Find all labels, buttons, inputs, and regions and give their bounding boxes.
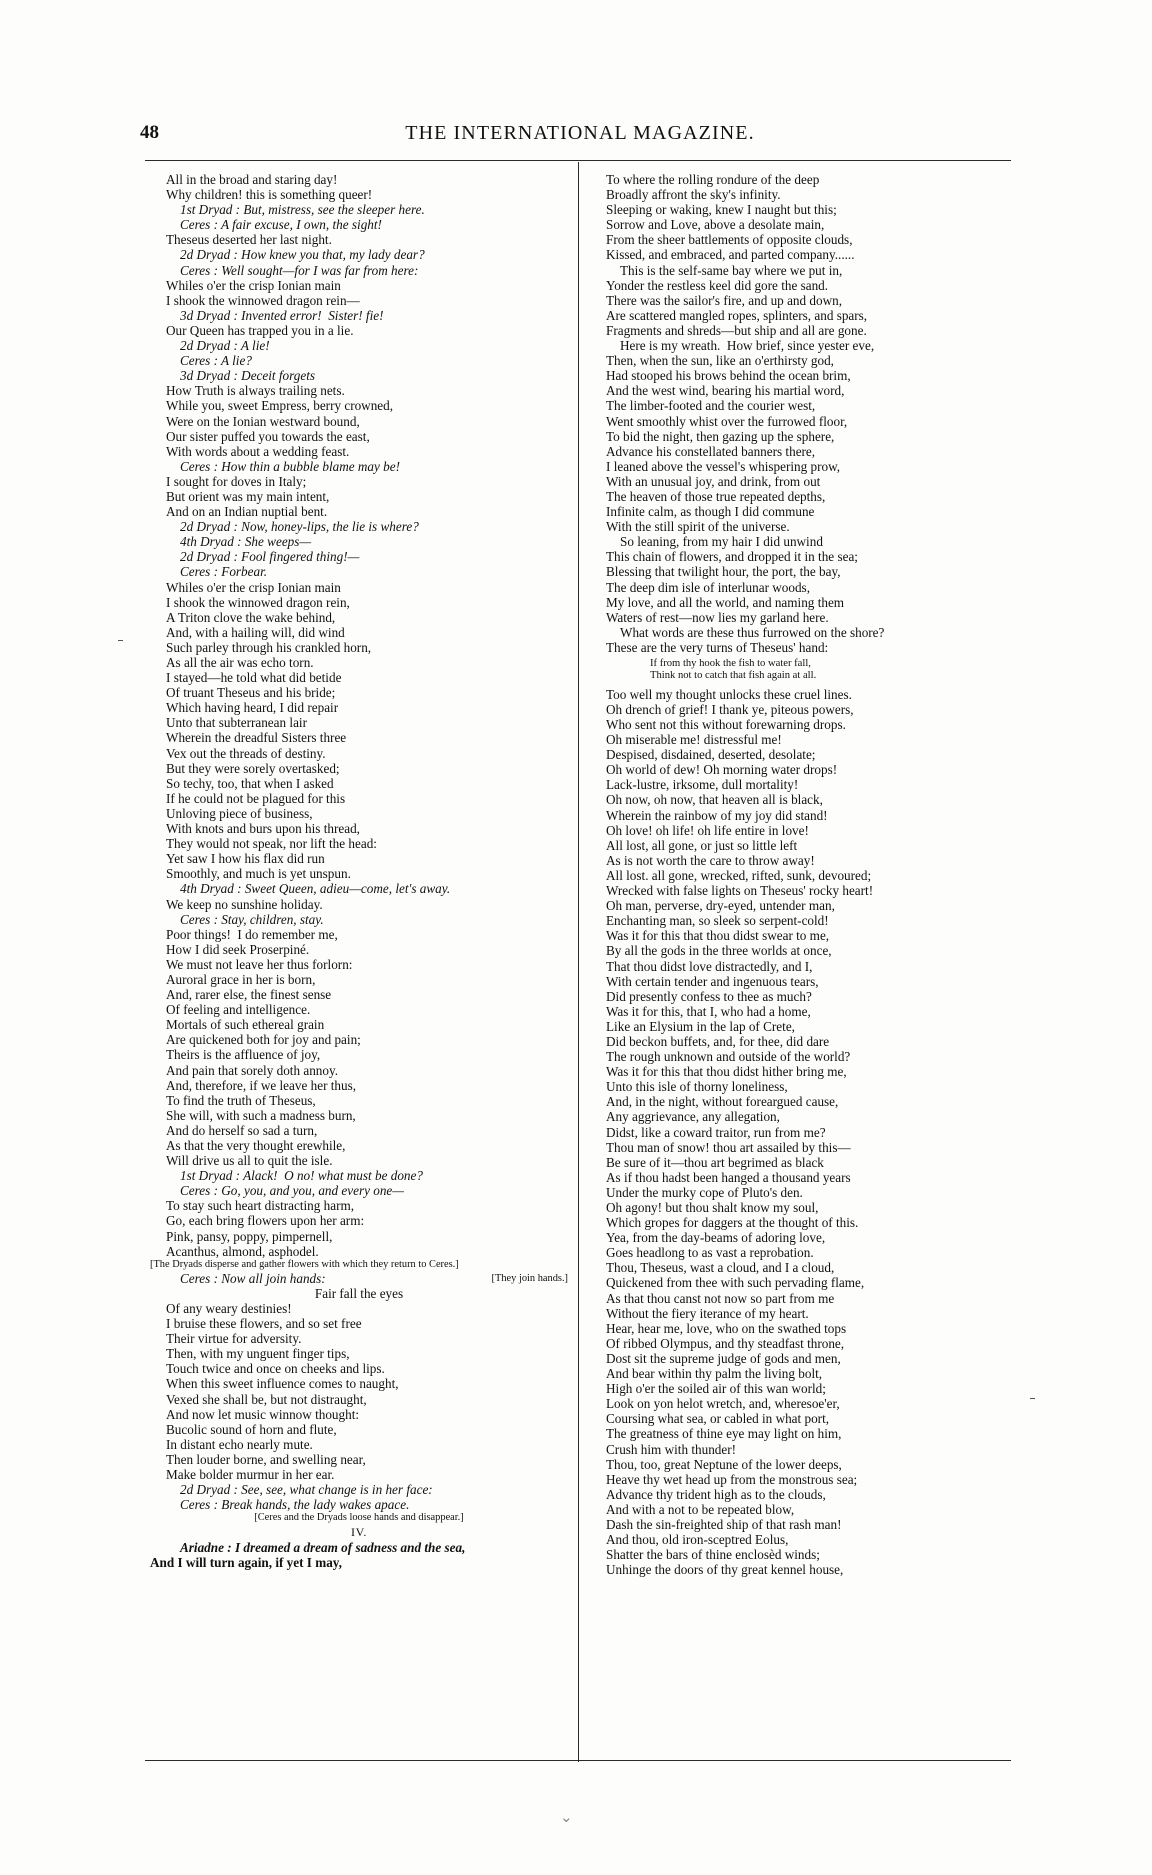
verse-line: Advance thy trident high as to the clouds, bbox=[606, 1486, 826, 1502]
verse-line: Yonder the restless keel did gore the sand. bbox=[606, 277, 829, 293]
verse-line: I leaned above the vessel's whispering prow, bbox=[606, 458, 841, 474]
verse-line: We must not leave her thus forlorn: bbox=[166, 956, 353, 972]
verse-line: Who sent not this without forewarning drops. bbox=[606, 717, 846, 732]
join-hands-line bbox=[150, 1271, 568, 1286]
verse-line: Unto this isle of thorny loneliness, bbox=[606, 1079, 788, 1095]
verse-line: Dost sit the supreme judge of gods and men, bbox=[606, 1350, 841, 1366]
left-column bbox=[150, 172, 568, 1571]
verse-line: And on an Indian nuptial bent. bbox=[166, 504, 328, 520]
verse-line: Oh miserable me! distressful me! bbox=[606, 732, 782, 748]
verse-line: Wherein the rainbow of my joy did stand! bbox=[606, 807, 828, 823]
verse-line: Whiles o'er the crisp Ionian main bbox=[166, 579, 341, 595]
verse-line: Went smoothly whist over the furrowed floor, bbox=[606, 413, 848, 429]
verse-line: We keep no sunshine holiday. bbox=[166, 896, 323, 912]
verse-line: Oh world of dew! Oh morning water drops! bbox=[606, 762, 838, 778]
verse-line: While you, sweet Empress, berry crowned, bbox=[166, 398, 394, 414]
verse-line: And do herself so sad a turn, bbox=[166, 1122, 318, 1138]
verse-line: That thou didst love distractedly, and I, bbox=[606, 958, 813, 974]
verse-line: Ceres : Go, you, and you, and every one— bbox=[180, 1183, 405, 1199]
verse-line: All in the broad and staring day! bbox=[166, 172, 338, 187]
verse-line: Blessing that twilight hour, the port, the bay, bbox=[606, 564, 841, 580]
verse-line: Make bolder murmur in her ear. bbox=[166, 1466, 335, 1482]
verse-line: Thou, Theseus, wast a cloud, and I a cloud, bbox=[606, 1260, 835, 1276]
verse-line: This is the self-same bay where we put in, bbox=[620, 262, 843, 278]
verse-line: Despised, disdained, deserted, desolate; bbox=[606, 747, 816, 763]
verse-line: And, with a hailing will, did wind bbox=[166, 624, 345, 640]
verse-line: And thou, old iron-sceptred Eolus, bbox=[606, 1532, 789, 1548]
verse-line: Infinite calm, as though I did commune bbox=[606, 504, 815, 520]
verse-line: 2d Dryad : Fool fingered thing!— bbox=[180, 549, 360, 565]
verse-line: When this sweet influence comes to naught, bbox=[166, 1376, 399, 1392]
verse-line: Will drive us all to quit the isle. bbox=[166, 1153, 333, 1169]
verse-line: The limber-footed and the courier west, bbox=[606, 398, 816, 414]
verse-line: With the still spirit of the universe. bbox=[606, 519, 790, 535]
verse-line: 1st Dryad : But, mistress, see the sleeper here. bbox=[180, 202, 425, 218]
verse-line: Lack-lustre, irksome, dull mortality! bbox=[606, 777, 799, 793]
verse-line: Oh drench of grief! I thank ye, piteous powers, bbox=[606, 701, 854, 717]
verse-line: Sorrow and Love, above a desolate main, bbox=[606, 217, 825, 233]
verse-line: The heaven of those true repeated depths, bbox=[606, 488, 826, 504]
verse-line: Ceres : A lie? bbox=[180, 353, 252, 369]
verse-line: Such parley through his crankled horn, bbox=[166, 639, 372, 655]
verse-line: These are the very turns of Theseus' hand: bbox=[606, 639, 829, 655]
verse-block-right-2 bbox=[590, 687, 1008, 1578]
verse-line: With words about a wedding feast. bbox=[166, 443, 350, 459]
verse-line: Ceres : How thin a bubble blame may be! bbox=[180, 458, 400, 474]
verse-line: A Triton clove the wake behind, bbox=[166, 609, 336, 625]
verse-line: To where the rolling rondure of the deep bbox=[606, 172, 820, 187]
running-title: THE INTERNATIONAL MAGAZINE. bbox=[405, 122, 755, 144]
verse-line: Mortals of such ethereal grain bbox=[166, 1017, 325, 1033]
verse-line: Go, each bring flowers upon her arm: bbox=[166, 1213, 365, 1229]
verse-line: Without the fiery iterance of my heart. bbox=[606, 1305, 809, 1321]
verse-line: As that the very thought erewhile, bbox=[166, 1138, 346, 1153]
verse-line: Quickened from thee with such pervading flame, bbox=[606, 1275, 865, 1291]
verse-line: 2d Dryad : A lie! bbox=[180, 338, 270, 354]
verse-line: Ceres : A fair excuse, I own, the sight! bbox=[180, 217, 382, 233]
verse-line: They would not speak, nor lift the head: bbox=[166, 836, 377, 852]
verse-line: 4th Dryad : She weeps— bbox=[180, 534, 312, 550]
verse-line: With certain tender and ingenuous tears, bbox=[606, 973, 819, 989]
verse-line: Sleeping or waking, knew I naught but this; bbox=[606, 202, 837, 218]
verse-line: Yea, from the day-beams of adoring love, bbox=[606, 1230, 826, 1246]
verse-line: Oh now, oh now, that heaven all is black, bbox=[606, 792, 823, 808]
verse-line: High o'er the soiled air of this wan world; bbox=[606, 1381, 826, 1397]
verse-line: Was it for this that thou didst hither bring me, bbox=[606, 1064, 847, 1080]
verse-line: Vex out the threads of destiny. bbox=[166, 745, 326, 761]
margin-tick-right bbox=[1030, 1398, 1035, 1399]
verse-line: There was the sailor's fire, and up and down, bbox=[606, 292, 843, 308]
verse-line: And with a not to be repeated blow, bbox=[606, 1501, 795, 1517]
verse-line: Look on yon helot wretch, and, wheresoe'er, bbox=[606, 1396, 840, 1412]
verse-line: The greatness of thine eye may light on him, bbox=[606, 1426, 842, 1442]
verse-line: Coursing what sea, or cabled in what port, bbox=[606, 1411, 830, 1427]
stage-direction-join-hands: [They join hands.] bbox=[491, 1272, 568, 1284]
verse-line: Smoothly, and much is yet unspun. bbox=[166, 866, 351, 882]
verse-line: Dash the sin-freighted ship of that rash man! bbox=[606, 1516, 842, 1532]
verse-line: Enchanting man, so sleek so serpent-cold! bbox=[606, 913, 829, 929]
verse-line: Oh man, perverse, dry-eyed, untender man, bbox=[606, 898, 835, 914]
verse-line: Then, when the sun, like an o'erthirsty god, bbox=[606, 353, 834, 369]
verse-line: And pain that sorely doth annoy. bbox=[166, 1062, 339, 1078]
verse-line: As is not worth the care to throw away! bbox=[606, 852, 815, 868]
verse-line: All lost, all gone, or just so little left bbox=[606, 837, 798, 853]
verse-line: As if thou hadst been hanged a thousand years bbox=[606, 1169, 851, 1185]
verse-line: Auroral grace in her is born, bbox=[166, 971, 316, 987]
verse-line: Are scattered mangled ropes, splinters, and spars, bbox=[606, 307, 868, 323]
quatrain-line: If from thy hook the fish to water fall, bbox=[650, 658, 811, 669]
verse-line: Ariadne : I dreamed a dream of sadness and the sea, bbox=[180, 1540, 466, 1556]
verse-line: Kissed, and embraced, and parted company...... bbox=[606, 247, 855, 263]
verse-line: In distant echo nearly mute. bbox=[166, 1436, 313, 1452]
verse-line: So leaning, from my hair I did unwind bbox=[620, 534, 823, 550]
verse-line: But orient was my main intent, bbox=[166, 488, 330, 504]
verse-line: Touch twice and once on cheeks and lips. bbox=[166, 1361, 385, 1377]
verse-line: With knots and burs upon his thread, bbox=[166, 821, 360, 837]
verse-line: Ceres : Break hands, the lady wakes apace. bbox=[180, 1497, 410, 1513]
verse-line: Unto that subterranean lair bbox=[166, 715, 307, 731]
scene-number: IV. bbox=[351, 1525, 367, 1540]
verse-line: Thou man of snow! thou art assailed by this— bbox=[606, 1139, 851, 1155]
verse-line: Were on the Ionian westward bound, bbox=[166, 413, 360, 429]
verse-line: This chain of flowers, and dropped it in the sea; bbox=[606, 549, 858, 565]
verse-line: With an unusual joy, and drink, from out bbox=[606, 473, 821, 489]
verse-line: Are quickened both for joy and pain; bbox=[166, 1032, 361, 1048]
verse-line: Hear, hear me, love, who on the swathed tops bbox=[606, 1320, 847, 1336]
verse-line: 3d Dryad : Invented error! Sister! fie! bbox=[180, 307, 384, 323]
verse-line: Fragments and shreds—but ship and all are gone. bbox=[606, 322, 867, 338]
verse-line: Wrecked with false lights on Theseus' rocky heart! bbox=[606, 883, 874, 899]
verse-line: Unhinge the doors of thy great kennel house, bbox=[606, 1562, 844, 1578]
verse-line: As that thou canst not now so part from me bbox=[606, 1290, 835, 1306]
verse-line: Here is my wreath. How brief, since yester eve, bbox=[620, 338, 875, 354]
verse-line: So techy, too, that when I asked bbox=[166, 775, 334, 791]
verse-line: 2d Dryad : See, see, what change is in her face: bbox=[180, 1482, 433, 1498]
verse-line: By all the gods in the three worlds at once, bbox=[606, 943, 832, 959]
verse-line: Under the murky cope of Pluto's den. bbox=[606, 1184, 803, 1200]
verse-line: What words are these thus furrowed on the shore? bbox=[620, 624, 885, 640]
verse-line: Fair fall the eyes bbox=[314, 1285, 404, 1301]
right-column bbox=[590, 172, 1008, 1577]
verse-line: To stay such heart distracting harm, bbox=[166, 1198, 355, 1214]
verse-line: And, in the night, without foreargued cause, bbox=[606, 1094, 839, 1110]
verse-line: Our Queen has trapped you in a lie. bbox=[166, 322, 354, 338]
verse-line: And I will turn again, if yet I may, bbox=[150, 1555, 342, 1571]
margin-tick-left bbox=[118, 640, 123, 641]
verse-line: Acanthus, almond, asphodel. bbox=[166, 1243, 319, 1259]
verse-block-right-1 bbox=[590, 172, 1008, 655]
verse-line: And, therefore, if we leave her thus, bbox=[166, 1077, 357, 1093]
verse-line: The rough unknown and outside of the world? bbox=[606, 1049, 851, 1065]
verse-line: Ceres : Forbear. bbox=[180, 564, 268, 580]
verse-line: Thou, too, great Neptune of the lower deeps, bbox=[606, 1456, 842, 1472]
verse-line: Too well my thought unlocks these cruel lines. bbox=[606, 686, 852, 702]
verse-line: Had stooped his brows behind the ocean brim, bbox=[606, 368, 851, 384]
verse-line: Crush him with thunder! bbox=[606, 1441, 737, 1457]
verse-line: Shatter the bars of thine enclosèd winds; bbox=[606, 1547, 820, 1563]
verse-line: And bear within thy palm the living bolt, bbox=[606, 1366, 823, 1382]
verse-line: Their virtue for adversity. bbox=[166, 1331, 302, 1347]
verse-line: But they were sorely overtasked; bbox=[166, 760, 340, 776]
verse-line: Ceres : Well sought—for I was far from here: bbox=[180, 262, 419, 278]
verse-line: She will, with such a madness burn, bbox=[166, 1107, 356, 1123]
verse-line: Theseus deserted her last night. bbox=[166, 232, 332, 248]
verse-line: Vexed she shall be, but not distraught, bbox=[166, 1391, 367, 1407]
verse-line: Then, with my unguent finger tips, bbox=[166, 1346, 350, 1362]
verse-line: I shook the winnowed dragon rein, bbox=[166, 594, 350, 610]
verse-line: Poor things! I do remember me, bbox=[166, 926, 338, 942]
verse-line: Of ribbed Olympus, and thy steadfast throne, bbox=[606, 1335, 845, 1351]
verse-line: 3d Dryad : Deceit forgets bbox=[180, 368, 316, 384]
verse-line: I sought for doves in Italy; bbox=[166, 473, 307, 489]
verse-line: My love, and all the world, and naming them bbox=[606, 594, 845, 610]
verse-line: I bruise these flowers, and so set free bbox=[166, 1316, 362, 1332]
verse-line: Broadly affront the sky's infinity. bbox=[606, 187, 781, 203]
verse-line: If he could not be plagued for this bbox=[166, 790, 346, 806]
verse-line: 1st Dryad : Alack! O no! what must be done? bbox=[180, 1168, 423, 1184]
verse-line: All lost. all gone, wrecked, rifted, sunk, devoured; bbox=[606, 867, 872, 883]
verse-block-left-3 bbox=[150, 1540, 568, 1570]
verse-line: Oh love! oh life! oh life entire in love! bbox=[606, 822, 809, 838]
verse-line: Our sister puffed you towards the east, bbox=[166, 428, 370, 444]
verse-line: I shook the winnowed dragon rein— bbox=[166, 292, 360, 308]
verse-block-left-1 bbox=[150, 172, 568, 1259]
verse-line: Bucolic sound of horn and flute, bbox=[166, 1421, 337, 1437]
column-divider bbox=[578, 162, 579, 1762]
verse-line: Heave thy wet head up from the monstrous sea; bbox=[606, 1471, 858, 1487]
verse-line: To find the truth of Theseus, bbox=[166, 1092, 316, 1108]
verse-line: Of any weary destinies! bbox=[166, 1300, 292, 1316]
verse-line: Why children! this is something queer! bbox=[166, 187, 373, 203]
page-number: 48 bbox=[140, 122, 159, 143]
verse-line: Unloving piece of business, bbox=[166, 805, 313, 821]
verse-line: Which having heard, I did repair bbox=[166, 700, 339, 716]
verse-line: 2d Dryad : How knew you that, my lady dear? bbox=[180, 247, 425, 263]
verse-line: Oh agony! but thou shalt know my soul, bbox=[606, 1200, 819, 1215]
header-rule bbox=[145, 160, 1011, 161]
verse-line: Whiles o'er the crisp Ionian main bbox=[166, 277, 341, 293]
stage-direction-dryads-disperse: [The Dryads disperse and gather flowers with which they return to Ceres.] bbox=[150, 1258, 459, 1270]
verse-line: The deep dim isle of interlunar woods, bbox=[606, 579, 810, 595]
verse-line: Did beckon buffets, and, for thee, did dare bbox=[606, 1033, 830, 1049]
verse-line: How Truth is always trailing nets. bbox=[166, 383, 345, 399]
verse-line: Advance his constellated banners there, bbox=[606, 443, 816, 459]
verse-line: To bid the night, then gazing up the sphere, bbox=[606, 428, 835, 444]
verse-line: And, rarer else, the finest sense bbox=[166, 987, 332, 1003]
verse-line: 4th Dryad : Sweet Queen, adieu—come, let's away. bbox=[180, 881, 451, 897]
verse-line: Didst, like a coward traitor, run from me? bbox=[606, 1124, 826, 1140]
verse-line: Goes headlong to as vast a reprobation. bbox=[606, 1245, 814, 1261]
verse-line: Any aggrievance, any allegation, bbox=[606, 1109, 780, 1125]
page-header bbox=[140, 122, 1020, 148]
ceres-join-hands-speech: Ceres : Now all join hands: bbox=[180, 1270, 326, 1286]
verse-line: And the west wind, bearing his martial word, bbox=[606, 383, 845, 399]
verse-line: Was it for this that thou didst swear to me, bbox=[606, 928, 830, 944]
verse-block-left-2 bbox=[150, 1286, 568, 1512]
verse-line: Which gropes for daggers at the thought of this. bbox=[606, 1215, 859, 1231]
verse-line: 2d Dryad : Now, honey-lips, the lie is where? bbox=[180, 519, 419, 535]
verse-line: How I did seek Proserpiné. bbox=[166, 941, 310, 957]
verse-line: I stayed—he told what did betide bbox=[166, 670, 342, 686]
inscription-quatrain bbox=[590, 658, 1008, 683]
verse-line: Of feeling and intelligence. bbox=[166, 1002, 311, 1018]
verse-line: Theirs is the affluence of joy, bbox=[166, 1047, 321, 1063]
verse-line: Waters of rest—now lies my garland here. bbox=[606, 609, 829, 625]
verse-line: Like an Elysium in the lap of Crete, bbox=[606, 1018, 795, 1034]
stage-direction-disappear: [Ceres and the Dryads loose hands and disappear.] bbox=[254, 1512, 464, 1524]
verse-line: Was it for this, that I, who had a home, bbox=[606, 1003, 811, 1019]
verse-line: Wherein the dreadful Sisters three bbox=[166, 730, 347, 746]
verse-line: Be sure of it—thou art begrimed as black bbox=[606, 1154, 824, 1170]
footer-mark: ⌄ bbox=[560, 1810, 573, 1826]
verse-line: Did presently confess to thee as much? bbox=[606, 988, 812, 1004]
verse-line: Yet saw I how his flax did run bbox=[166, 851, 325, 867]
footer-rule bbox=[145, 1760, 1011, 1761]
verse-line: As all the air was echo torn. bbox=[166, 655, 314, 670]
verse-line: From the sheer battlements of opposite clouds, bbox=[606, 232, 853, 248]
verse-line: Ceres : Stay, children, stay. bbox=[180, 911, 324, 927]
quatrain-line: Think not to catch that fish again at all. bbox=[650, 670, 817, 682]
verse-line: Pink, pansy, poppy, pimpernell, bbox=[166, 1228, 333, 1244]
verse-line: Then louder borne, and swelling near, bbox=[166, 1451, 366, 1467]
verse-line: And now let music winnow thought: bbox=[166, 1406, 360, 1422]
verse-line: Of truant Theseus and his bride; bbox=[166, 685, 336, 701]
